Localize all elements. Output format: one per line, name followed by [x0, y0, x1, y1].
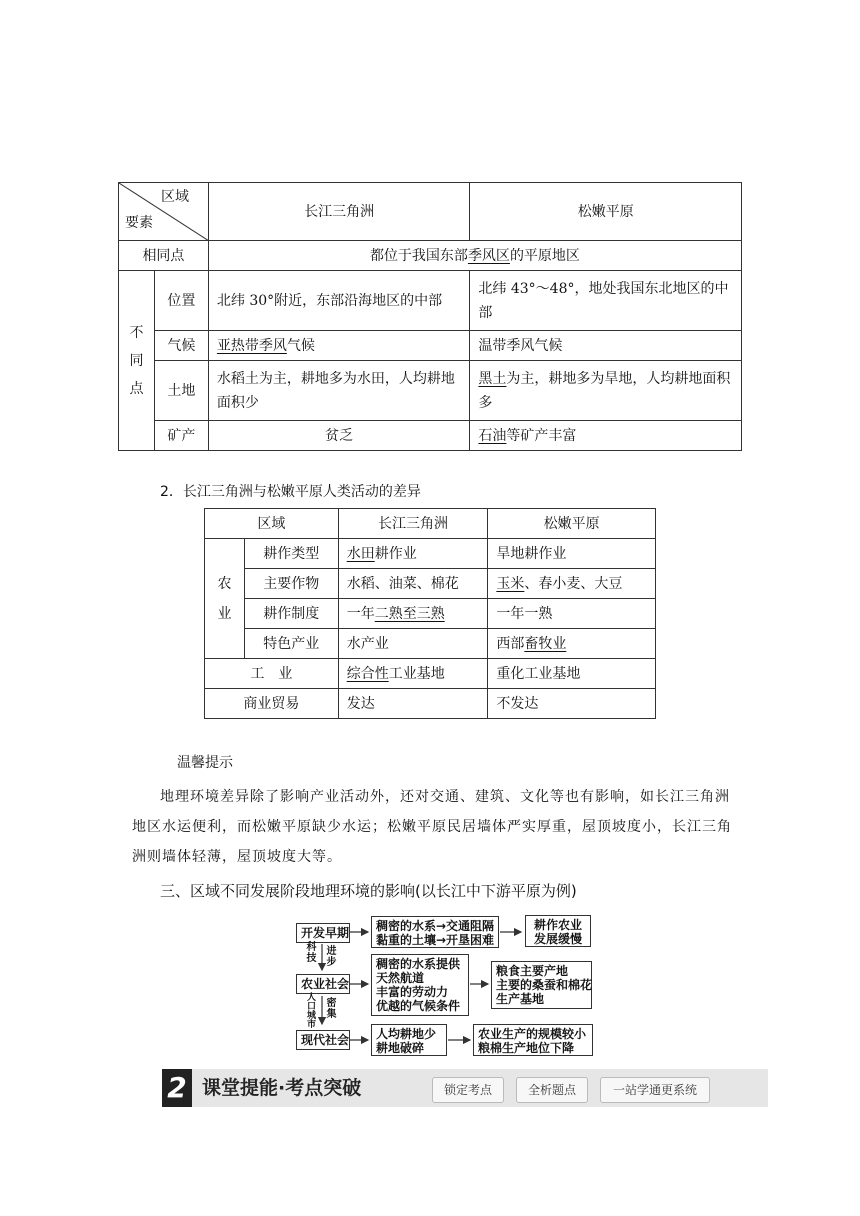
- tip-line: 洲则墙体轻薄，屋顶坡度大等。: [132, 849, 342, 865]
- agri-char: 农: [217, 575, 232, 592]
- cell-b: 温带季风气候: [470, 331, 742, 361]
- flow-text: 耕作农业: [533, 918, 582, 932]
- same-pre: 都位于我国东部: [369, 247, 468, 264]
- cell-text: 为主，耕地多为旱地，人均耕地面积多: [478, 370, 731, 411]
- flow-text: 耕地破碎: [376, 1041, 425, 1055]
- underlined-answer: 畜牧业: [524, 635, 567, 652]
- cell-a: [338, 539, 488, 569]
- flow-text: 天然航道: [376, 971, 425, 985]
- flow-text: 稠密的水系→交通阻隔: [376, 919, 495, 933]
- underlined-answer: 石油: [478, 427, 507, 444]
- row-label: 土地: [154, 361, 208, 421]
- cell-a: 贫乏: [208, 421, 470, 451]
- flow-text: 生产基地: [496, 992, 545, 1006]
- cell-b: 重化工业基地: [488, 659, 656, 689]
- cell-text: 耕作业: [374, 545, 417, 562]
- cell-a: 北纬 30°附近，东部沿海地区的中部: [208, 271, 470, 331]
- flow-text: 丰富的劳动力: [376, 985, 449, 999]
- cell-b: 旱地耕作业: [488, 539, 656, 569]
- row-label: 特色产业: [244, 629, 338, 659]
- header-yangtze: 长江三角洲: [208, 183, 470, 241]
- diff-char: 不: [129, 324, 144, 341]
- flow-text: 稠密的水系提供: [376, 957, 461, 971]
- early-result: [525, 915, 591, 947]
- commerce-label: 商业贸易: [205, 689, 339, 719]
- flow-text: 主要的桑蚕和棉花: [496, 978, 593, 992]
- underlined-answer: 玉米: [496, 575, 525, 592]
- section3-title: 三、区域不同发展阶段地理环境的影响(以长江中下游平原为例): [160, 882, 577, 900]
- stage-early: 开发早期: [296, 923, 350, 943]
- cell-text: 一年: [346, 605, 375, 622]
- diff-label: [119, 271, 155, 451]
- agri-char: 业: [217, 605, 232, 622]
- row-label: 耕作制度: [244, 599, 338, 629]
- link-tech: 科技: [306, 942, 317, 964]
- link-dense: 密集: [326, 998, 337, 1020]
- agri-result: [491, 961, 592, 1009]
- flow-text: 粮棉生产地位下降: [478, 1041, 575, 1055]
- same-content: [208, 241, 741, 271]
- early-causes: [371, 916, 499, 948]
- same-label: 相同点: [119, 241, 209, 271]
- tip-line: 地区水运便利，而松嫩平原缺少水运；松嫩平原民居墙体严实厚重，屋顶坡度小，长江三角: [132, 819, 732, 835]
- corner-bottom-label: 要素: [125, 215, 153, 231]
- cell-b: 一年一熟: [488, 599, 656, 629]
- cell-a: 发达: [338, 689, 488, 719]
- industry-label: 工 业: [205, 659, 339, 689]
- same-post: 的平原地区: [509, 247, 580, 264]
- cell-text: 气候: [286, 337, 315, 354]
- section2-title: 2．长江三角洲与松嫩平原人类活动的差异: [160, 484, 421, 500]
- underlined-answer: 黑土: [478, 370, 507, 387]
- link-progress: 进步: [326, 946, 337, 968]
- row-label: 气候: [154, 331, 208, 361]
- table-corner-cell: [119, 183, 209, 241]
- cell-a: 水稻土为主，耕地多为水田，人均耕地面积少: [208, 361, 470, 421]
- underlined-answer: 亚热带季风: [216, 337, 287, 354]
- cell-b: 北纬 43°～48°，地处我国东北地区的中部: [470, 271, 742, 331]
- link-population: 人口城市: [306, 993, 316, 1030]
- banner-number: 2: [162, 1069, 192, 1107]
- flow-text: 人均耕地少: [376, 1027, 437, 1041]
- cell-text: 、春小麦、大豆: [524, 575, 623, 592]
- flow-text: 粮食主要产地: [496, 964, 569, 978]
- row-label: 主要作物: [244, 569, 338, 599]
- cell-text: 西部: [496, 635, 525, 652]
- same-underlined: 季风区: [467, 247, 510, 264]
- modern-causes: [371, 1024, 447, 1056]
- flow-text: 农业生产的规模较小: [478, 1027, 587, 1041]
- header-songnen: 松嫩平原: [470, 183, 742, 241]
- cell-a: [338, 659, 488, 689]
- agri-causes: [371, 954, 469, 1016]
- cell-text: 等矿产丰富: [506, 427, 577, 444]
- section-banner: [162, 1069, 768, 1107]
- flow-text: 黏重的土壤→开垦困难: [376, 933, 495, 947]
- stage-agricultural: 农业社会: [296, 974, 350, 994]
- modern-result: [473, 1024, 593, 1056]
- t2-header-songnen: 松嫩平原: [488, 509, 656, 539]
- cell-a: [208, 331, 470, 361]
- diff-char: 点: [129, 380, 144, 397]
- cell-b: [470, 421, 742, 451]
- analyze-points-button[interactable]: 全析题点: [516, 1077, 588, 1103]
- row-label: 位置: [154, 271, 208, 331]
- underlined-answer: 综合性: [346, 665, 389, 682]
- cell-b: 不发达: [488, 689, 656, 719]
- diff-char: 同: [129, 352, 144, 369]
- cell-text: 工业基地: [388, 665, 445, 682]
- row-label: 矿产: [154, 421, 208, 451]
- flow-text: 优越的气候条件: [376, 999, 461, 1013]
- underlined-answer: 二熟至三熟: [374, 605, 445, 622]
- underlined-answer: 水田: [346, 545, 375, 562]
- learn-system-button[interactable]: 一站学通更系统: [600, 1077, 710, 1103]
- cell-b: [470, 361, 742, 421]
- cell-b: [488, 569, 656, 599]
- t2-header-yangtze: 长江三角洲: [338, 509, 488, 539]
- banner-title: 课堂提能·考点突破: [202, 1077, 362, 1099]
- flow-text: 发展缓慢: [533, 932, 582, 946]
- cell-a: 水稻、油菜、棉花: [338, 569, 488, 599]
- lock-points-button[interactable]: 锁定考点: [432, 1077, 504, 1103]
- comparison-table-human: [204, 508, 656, 719]
- cell-a: 水产业: [338, 629, 488, 659]
- cell-b: [488, 629, 656, 659]
- agri-label: [205, 539, 245, 659]
- corner-top-label: 区域: [161, 189, 189, 205]
- t2-header-region: 区域: [205, 509, 339, 539]
- row-label: 耕作类型: [244, 539, 338, 569]
- tip-title: 温馨提示: [177, 755, 233, 771]
- stage-modern: 现代社会: [296, 1030, 350, 1050]
- comparison-table-natural: [118, 182, 742, 451]
- tip-line: 地理环境差异除了影响产业活动外，还对交通、建筑、文化等也有影响，如长江三角洲: [160, 789, 730, 805]
- cell-a: [338, 599, 488, 629]
